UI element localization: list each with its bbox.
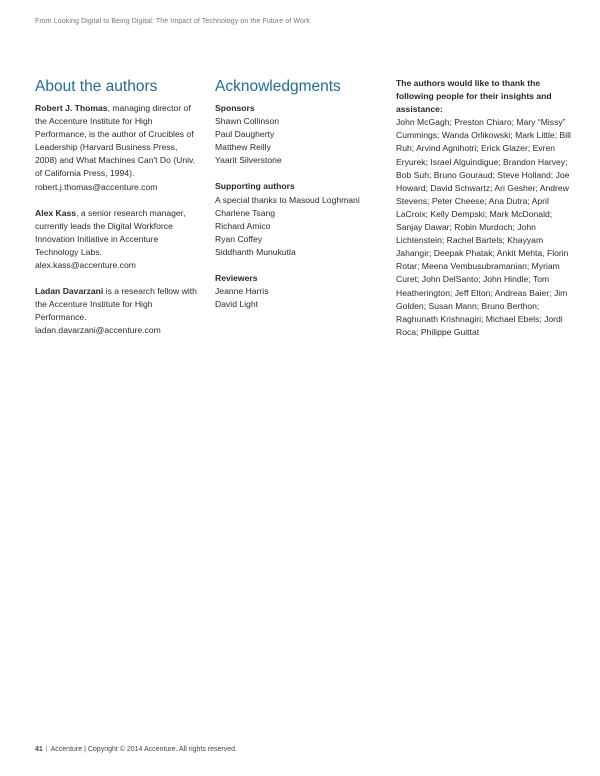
list-item: Paul Daugherty bbox=[215, 129, 275, 140]
footer-separator: | bbox=[45, 746, 48, 753]
author-name: Robert J. Thomas bbox=[35, 103, 108, 113]
about-authors-column bbox=[35, 78, 200, 351]
page-number: 41 bbox=[35, 746, 43, 753]
author-email-link[interactable]: ladan.davarzani@accenture.com bbox=[35, 325, 161, 336]
acknowledgments-title: Acknowledgments bbox=[215, 78, 341, 95]
author-email-link[interactable]: robert.j.thomas@accenture.com bbox=[35, 181, 158, 192]
list-item: Richard Amico bbox=[215, 220, 271, 231]
about-authors-title: About the authors bbox=[35, 78, 158, 95]
running-head: From Looking Digital to Being Digital: The Impact of Technology on the Future of Work bbox=[35, 18, 311, 25]
author-name: Ladan Davarzani bbox=[35, 286, 104, 297]
page-footer bbox=[35, 746, 237, 753]
author-bio-davarzani bbox=[35, 285, 200, 337]
list-item: Shawn Collinson bbox=[215, 116, 280, 127]
list-item: Ryan Coffey bbox=[215, 233, 263, 244]
acknowledgments-column bbox=[215, 78, 380, 324]
list-item: Jeanne Harris bbox=[215, 286, 269, 297]
author-bio-kass bbox=[35, 207, 200, 272]
list-item: Yaarit Silverstone bbox=[215, 155, 282, 166]
list-item: Siddhanth Munukutla bbox=[215, 246, 296, 257]
list-item: Charlene Tsang bbox=[215, 207, 276, 218]
sponsors-list bbox=[215, 115, 380, 167]
list-item: Matthew Reilly bbox=[215, 142, 271, 153]
supporting-authors-heading: Supporting authors bbox=[215, 181, 295, 192]
author-bio-text: , a senior research manager, currently leads the Digital Workforce Innovation Initiative in Accenture Technology Labs. bbox=[35, 207, 186, 257]
author-bio-text: , managing director of the Accenture Institute for High Performance, is the author of Crucibles of Leadership (Harvard Business Press, 2008) and What Machines Can't Do (Univ. of California Press, 1994). bbox=[35, 103, 196, 179]
author-name: Alex Kass bbox=[35, 207, 77, 218]
author-bio-thomas bbox=[35, 102, 200, 194]
thanks-names: John McGagh; Preston Chiaro; Mary “Missy” Cummings; Wanda Orlikowski; Mark Little; Bill Ruh; Arvind Agnihotri; Erick Glazer; Evren Eryurek; Israel Alguindigue; Brandon Harvey; Bob Suh; Bruno Gouraud; Steve Holland; Joe Howard; David Schwartz; Ari Gesher; Andrew Stevens; Peter Cheese; Ana Dutra; April LaCroix; Kelly Dempski; Mark McDonald; Sanjay Dawar; Robin Murdoch; John Lichtenstein; Rachel Bartels; Khayyam Jahangir; Deepak Phatak; Ankit Mehta, Florin Rotar; Meena Vembusubramanian; Myriam Curet; John DelSanto; John Hindle; Tom Heatherington; Jeff Elton; Andreas Baier; Jim Golden; Susan Mann; Bruno Berthon; Raghunath Krishnagiri; Michael Ebels; Jordi Roca; Philippe Guittat bbox=[396, 117, 571, 337]
list-item: A special thanks to Masoud Loghmani bbox=[215, 194, 360, 205]
sponsors-heading: Sponsors bbox=[215, 103, 255, 113]
thanks-heading: The authors would like to thank the following people for their insights and assistance: bbox=[396, 78, 552, 115]
supporting-authors-list bbox=[215, 194, 380, 259]
thanks-column bbox=[396, 77, 576, 339]
author-bio-text: is a research fellow with the Accenture Institute for High Performance. bbox=[35, 286, 197, 323]
list-item: David Light bbox=[215, 299, 258, 310]
copyright-text: Accenture | Copyright © 2014 Accenture. All rights reserved. bbox=[50, 746, 237, 753]
reviewers-list bbox=[215, 285, 380, 311]
author-email-link[interactable]: alex.kass@accenture.com bbox=[35, 260, 136, 271]
reviewers-heading: Reviewers bbox=[215, 273, 258, 284]
